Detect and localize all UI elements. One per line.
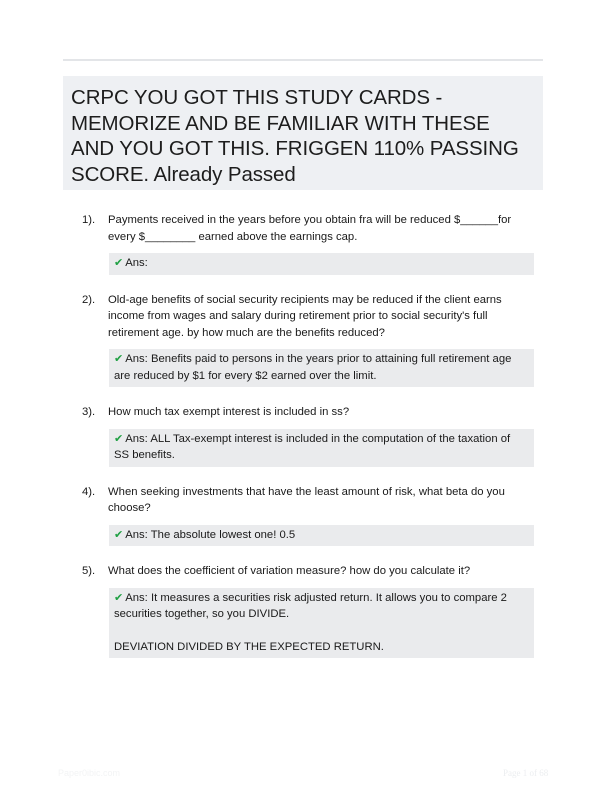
answer-box	[109, 588, 534, 659]
top-divider	[63, 59, 543, 61]
question-item	[82, 563, 542, 658]
question-item	[82, 484, 542, 547]
answer-box	[109, 525, 534, 547]
answer-text: Ans: Benefits paid to persons in the years prior to attaining full retirement age are reduced by $1 for every $2 earned over the limit.	[114, 353, 512, 382]
check-icon: ✔	[114, 257, 124, 269]
question-text: Payments received in the years before you obtain fra will be reduced $______for every $________ earned above the earnings cap.	[108, 214, 512, 243]
question-text: When seeking investments that have the least amount of risk, what beta do you choose?	[108, 485, 505, 514]
question-text: What does the coefficient of variation measure? how do you calculate it?	[108, 565, 471, 577]
title-box	[63, 76, 543, 190]
answer-text: Ans: ALL Tax-exempt interest is included in the computation of the taxation of SS benefits.	[114, 432, 511, 461]
question-list	[82, 212, 542, 675]
answer-text: Ans:	[125, 257, 148, 269]
question-number: 2).	[82, 293, 96, 306]
question-item	[82, 212, 542, 275]
answer-box	[109, 253, 534, 275]
answer-text-continued: DEVIATION DIVIDED BY THE EXPECTED RETURN.	[114, 640, 384, 653]
question-number: 1).	[82, 214, 96, 226]
check-icon: ✔	[114, 432, 124, 445]
question-text: Old-age benefits of social security recipients may be reduced if the client earns income from wages and salary during retirement prior to social security's full retirement age. by how much are the benefits reduced?	[108, 293, 502, 339]
answer-box	[109, 429, 534, 467]
question-number: 4).	[82, 485, 96, 498]
question-number: 3).	[82, 406, 96, 418]
check-icon: ✔	[114, 528, 124, 541]
check-icon: ✔	[114, 591, 124, 604]
question-number: 5).	[82, 565, 96, 577]
document-title: CRPC YOU GOT THIS STUDY CARDS - MEMORIZE AND BE FAMILIAR WITH THESE AND YOU GOT THIS. FRIGGEN 110% PASSING SCORE. Already Passed	[71, 86, 519, 186]
question-item	[82, 292, 542, 388]
question-item	[82, 404, 542, 467]
answer-box	[109, 349, 534, 387]
check-icon: ✔	[114, 353, 124, 365]
answer-text: Ans: It measures a securities risk adjusted return. It allows you to compare 2 securities together, so you DIVIDE.	[114, 591, 507, 620]
question-text: How much tax exempt interest is included in ss?	[108, 406, 350, 418]
footer-watermark: Paper0ibic.com	[58, 768, 121, 778]
answer-text: Ans: The absolute lowest one! 0.5	[125, 528, 296, 541]
page-number: Page 1 of 68	[503, 768, 549, 778]
